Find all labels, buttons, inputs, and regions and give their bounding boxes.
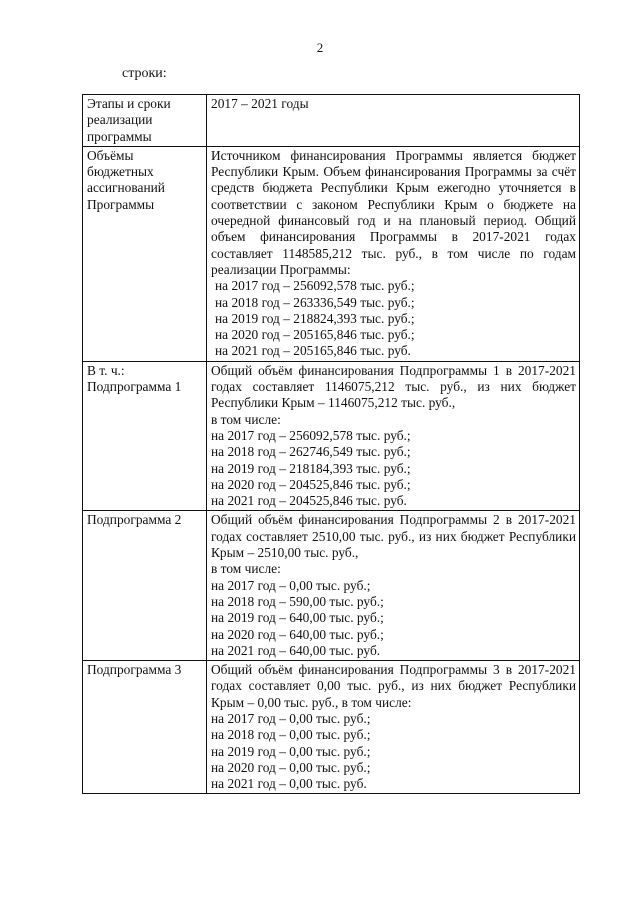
year-amount-line: на 2019 год – 0,00 тыс. руб.;: [211, 743, 371, 759]
table-row: [83, 511, 580, 661]
row-label-line: ассигнований: [87, 180, 165, 196]
row-paragraph: Общий объём финансирования Подпрограммы 3 в 2017-2021 годах составляет 0,00 тыс. руб., из них бюджет Республики Крым – 0,00 тыс. руб., в том числе:: [211, 662, 576, 710]
year-amount-line: на 2020 год – 205165,846 тыс. руб.;: [215, 327, 415, 343]
row-label-cell: [83, 95, 207, 147]
row-label-cell: [83, 361, 207, 511]
row-label-cell: [83, 146, 207, 361]
lead-text: строки:: [122, 66, 167, 81]
row-content-cell: [207, 361, 580, 511]
year-amount-line: на 2018 год – 263336,549 тыс. руб.;: [215, 294, 415, 310]
page-number: 2: [316, 40, 324, 55]
year-amount-line: на 2021 год – 204525,846 тыс. руб.: [211, 493, 407, 509]
year-amount-line: на 2017 год – 256092,578 тыс. руб.;: [215, 278, 415, 294]
row-label-line: реализации: [87, 112, 153, 128]
year-amount-line: на 2018 год – 262746,549 тыс. руб.;: [211, 444, 411, 460]
row-paragraph: Общий объём финансирования Подпрограммы 1 в 2017-2021 годах составляет 1146075,212 тыс. руб., из них бюджет Республики Крым – 1146075,212 тыс. руб.,: [211, 362, 576, 411]
table-row: [83, 146, 580, 361]
row-label-line: Подпрограмма 3: [87, 662, 182, 678]
table-body: [83, 95, 580, 794]
year-amount-line: на 2017 год – 256092,578 тыс. руб.;: [211, 427, 411, 443]
year-amount-line: на 2017 год – 0,00 тыс. руб.;: [211, 577, 371, 593]
row-label-line: Подпрограмма 1: [87, 379, 182, 395]
row-label-line: Объёмы: [87, 147, 134, 163]
year-amount-line: на 2021 год – 205165,846 тыс. руб.: [215, 343, 411, 359]
row-label-line: бюджетных: [87, 164, 154, 180]
year-amount-line: в том числе:: [211, 411, 281, 427]
row-label-line: В т. ч.:: [87, 362, 125, 378]
year-amount-line: в том числе:: [211, 561, 281, 577]
row-content-cell: [207, 511, 580, 661]
year-amount-line: на 2020 год – 0,00 тыс. руб.;: [211, 759, 371, 775]
row-label-line: программы: [87, 128, 152, 144]
year-amount-line: на 2020 год – 204525,846 тыс. руб.;: [211, 476, 411, 492]
row-paragraph: Общий объём финансирования Подпрограммы 2 в 2017-2021 годах составляет 2510,00 тыс. руб., из них бюджет Республики Крым – 2510,00 тыс. руб.,: [211, 512, 576, 561]
year-amount-line: на 2019 год – 218824,393 тыс. руб.;: [215, 310, 415, 326]
row-label-line: Подпрограмма 2: [87, 512, 182, 528]
year-amount-line: на 2019 год – 218184,393 тыс. руб.;: [211, 460, 411, 476]
table-row: [83, 95, 580, 147]
row-label-line: Этапы и сроки: [87, 96, 171, 111]
table-row: [83, 361, 580, 511]
year-amount-line: на 2017 год – 0,00 тыс. руб.;: [211, 710, 371, 726]
row-label-line: Программы: [87, 196, 155, 212]
year-amount-line: на 2021 год – 0,00 тыс. руб.: [211, 776, 367, 792]
row-label-cell: [83, 661, 207, 794]
year-amount-line: на 2018 год – 0,00 тыс. руб.;: [211, 727, 371, 743]
year-amount-line: на 2019 год – 640,00 тыс. руб.;: [211, 610, 384, 626]
row-paragraph: Источником финансирования Программы является бюджет Республики Крым. Объем финансирования Программы за счёт средств бюджета Республики Крым ежегодно уточняется в соответствии с законом Республики Крым о бюджете на очередной финансовый год и на плановый период. Общий объем финансирования Программы в 2017-2021 годах составляет 1148585,212 тыс. руб., в том числе по годам реализации Программы:: [211, 147, 576, 277]
table-row: [83, 661, 580, 794]
year-amount-line: на 2021 год – 640,00 тыс. руб.: [211, 642, 381, 658]
year-amount-line: на 2020 год – 640,00 тыс. руб.;: [211, 626, 384, 642]
program-passport-table: [82, 94, 580, 794]
row-label-cell: [83, 511, 207, 661]
year-amount-line: на 2018 год – 590,00 тыс. руб.;: [211, 593, 384, 609]
row-paragraph: 2017 – 2021 годы: [211, 96, 309, 111]
row-content-cell: [207, 661, 580, 794]
row-content-cell: [207, 95, 580, 147]
row-content-cell: [207, 146, 580, 361]
